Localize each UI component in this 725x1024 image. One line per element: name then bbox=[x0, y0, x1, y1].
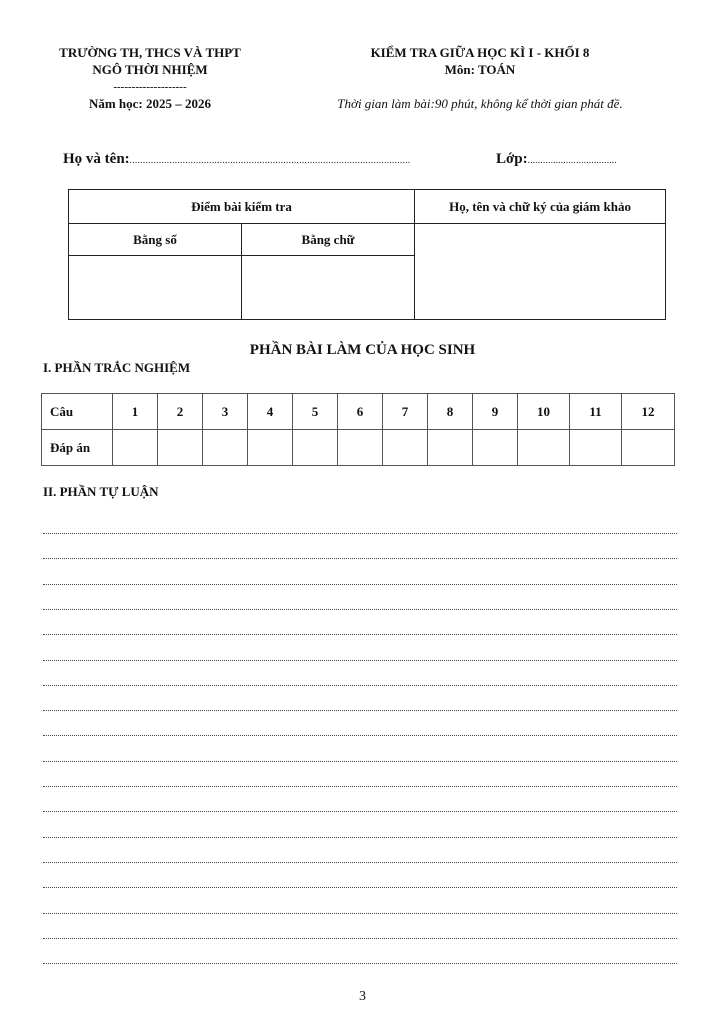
essay-line[interactable] bbox=[43, 735, 677, 736]
essay-line[interactable] bbox=[43, 761, 677, 762]
score-by-number-header: Bằng số bbox=[69, 224, 242, 256]
question-number: 8 bbox=[428, 394, 473, 430]
question-number: 3 bbox=[203, 394, 248, 430]
school-name-line2: NGÔ THỜI NHIỆM bbox=[92, 62, 208, 77]
answer-cell[interactable] bbox=[518, 430, 570, 466]
essay-line[interactable] bbox=[43, 609, 677, 610]
essay-line[interactable] bbox=[43, 938, 677, 939]
answer-cell[interactable] bbox=[473, 430, 518, 466]
question-number: 6 bbox=[338, 394, 383, 430]
answer-label: Đáp án bbox=[42, 430, 113, 466]
examiner-header: Họ, tên và chữ ký của giám khảo bbox=[415, 190, 666, 224]
question-number: 5 bbox=[293, 394, 338, 430]
essay-line[interactable] bbox=[43, 634, 677, 635]
essay-line[interactable] bbox=[43, 913, 677, 914]
question-number: 4 bbox=[248, 394, 293, 430]
essay-line[interactable] bbox=[43, 862, 677, 863]
exam-time-note: Thời gian làm bài:90 phút, không kể thời gian phát đề. bbox=[337, 96, 623, 111]
student-class-dots[interactable]: ................................... bbox=[527, 155, 617, 165]
student-class-row bbox=[496, 151, 617, 168]
school-name-line1: TRƯỜNG TH, THCS VÀ THPT bbox=[59, 45, 241, 60]
score-by-number-cell[interactable] bbox=[69, 256, 242, 320]
student-name-row bbox=[63, 151, 411, 168]
answer-cell[interactable] bbox=[622, 430, 675, 466]
essay-line[interactable] bbox=[43, 963, 677, 964]
question-number: 11 bbox=[570, 394, 622, 430]
exam-title: KIỂM TRA GIỮA HỌC KÌ I - KHỐI 8 bbox=[370, 45, 590, 60]
question-number: 12 bbox=[622, 394, 675, 430]
essay-line[interactable] bbox=[43, 811, 677, 812]
essay-line[interactable] bbox=[43, 685, 677, 686]
essay-line[interactable] bbox=[43, 887, 677, 888]
section-title: PHẦN BÀI LÀM CỦA HỌC SINH bbox=[249, 342, 476, 358]
exam-subject: Môn: TOÁN bbox=[444, 62, 516, 77]
answer-cell[interactable] bbox=[338, 430, 383, 466]
score-by-words-header: Bằng chữ bbox=[242, 224, 415, 256]
answer-cell[interactable] bbox=[383, 430, 428, 466]
student-name-dots[interactable]: .......................................................................................................... bbox=[129, 155, 411, 165]
essay-line[interactable] bbox=[43, 786, 677, 787]
question-number: 9 bbox=[473, 394, 518, 430]
answer-cell[interactable] bbox=[428, 430, 473, 466]
essay-line[interactable] bbox=[43, 710, 677, 711]
answer-cell[interactable] bbox=[158, 430, 203, 466]
score-by-words-cell[interactable] bbox=[242, 256, 415, 320]
essay-line[interactable] bbox=[43, 558, 677, 559]
part2-title: II. PHẦN TỰ LUẬN bbox=[43, 484, 159, 499]
part1-title: I. PHẦN TRẮC NGHIỆM bbox=[43, 360, 191, 375]
answer-table bbox=[41, 393, 675, 466]
answer-cell[interactable] bbox=[248, 430, 293, 466]
essay-line[interactable] bbox=[43, 837, 677, 838]
question-label: Câu bbox=[42, 394, 113, 430]
school-year: Năm học: 2025 – 2026 bbox=[88, 96, 212, 111]
essay-line[interactable] bbox=[43, 584, 677, 585]
student-class-label: Lớp: bbox=[496, 151, 528, 167]
essay-line[interactable] bbox=[43, 533, 677, 534]
examiner-signature-cell[interactable] bbox=[415, 224, 666, 320]
question-number: 7 bbox=[383, 394, 428, 430]
question-number: 2 bbox=[158, 394, 203, 430]
answer-cell[interactable] bbox=[293, 430, 338, 466]
score-table bbox=[68, 189, 666, 320]
page-number: 3 bbox=[359, 989, 366, 1004]
header-separator: -------------------- bbox=[113, 81, 187, 93]
essay-line[interactable] bbox=[43, 660, 677, 661]
question-number: 10 bbox=[518, 394, 570, 430]
answer-cell[interactable] bbox=[113, 430, 158, 466]
student-name-label: Họ và tên: bbox=[63, 151, 130, 167]
answer-cell[interactable] bbox=[570, 430, 622, 466]
score-header: Điểm bài kiểm tra bbox=[69, 190, 415, 224]
question-number: 1 bbox=[113, 394, 158, 430]
answer-cell[interactable] bbox=[203, 430, 248, 466]
